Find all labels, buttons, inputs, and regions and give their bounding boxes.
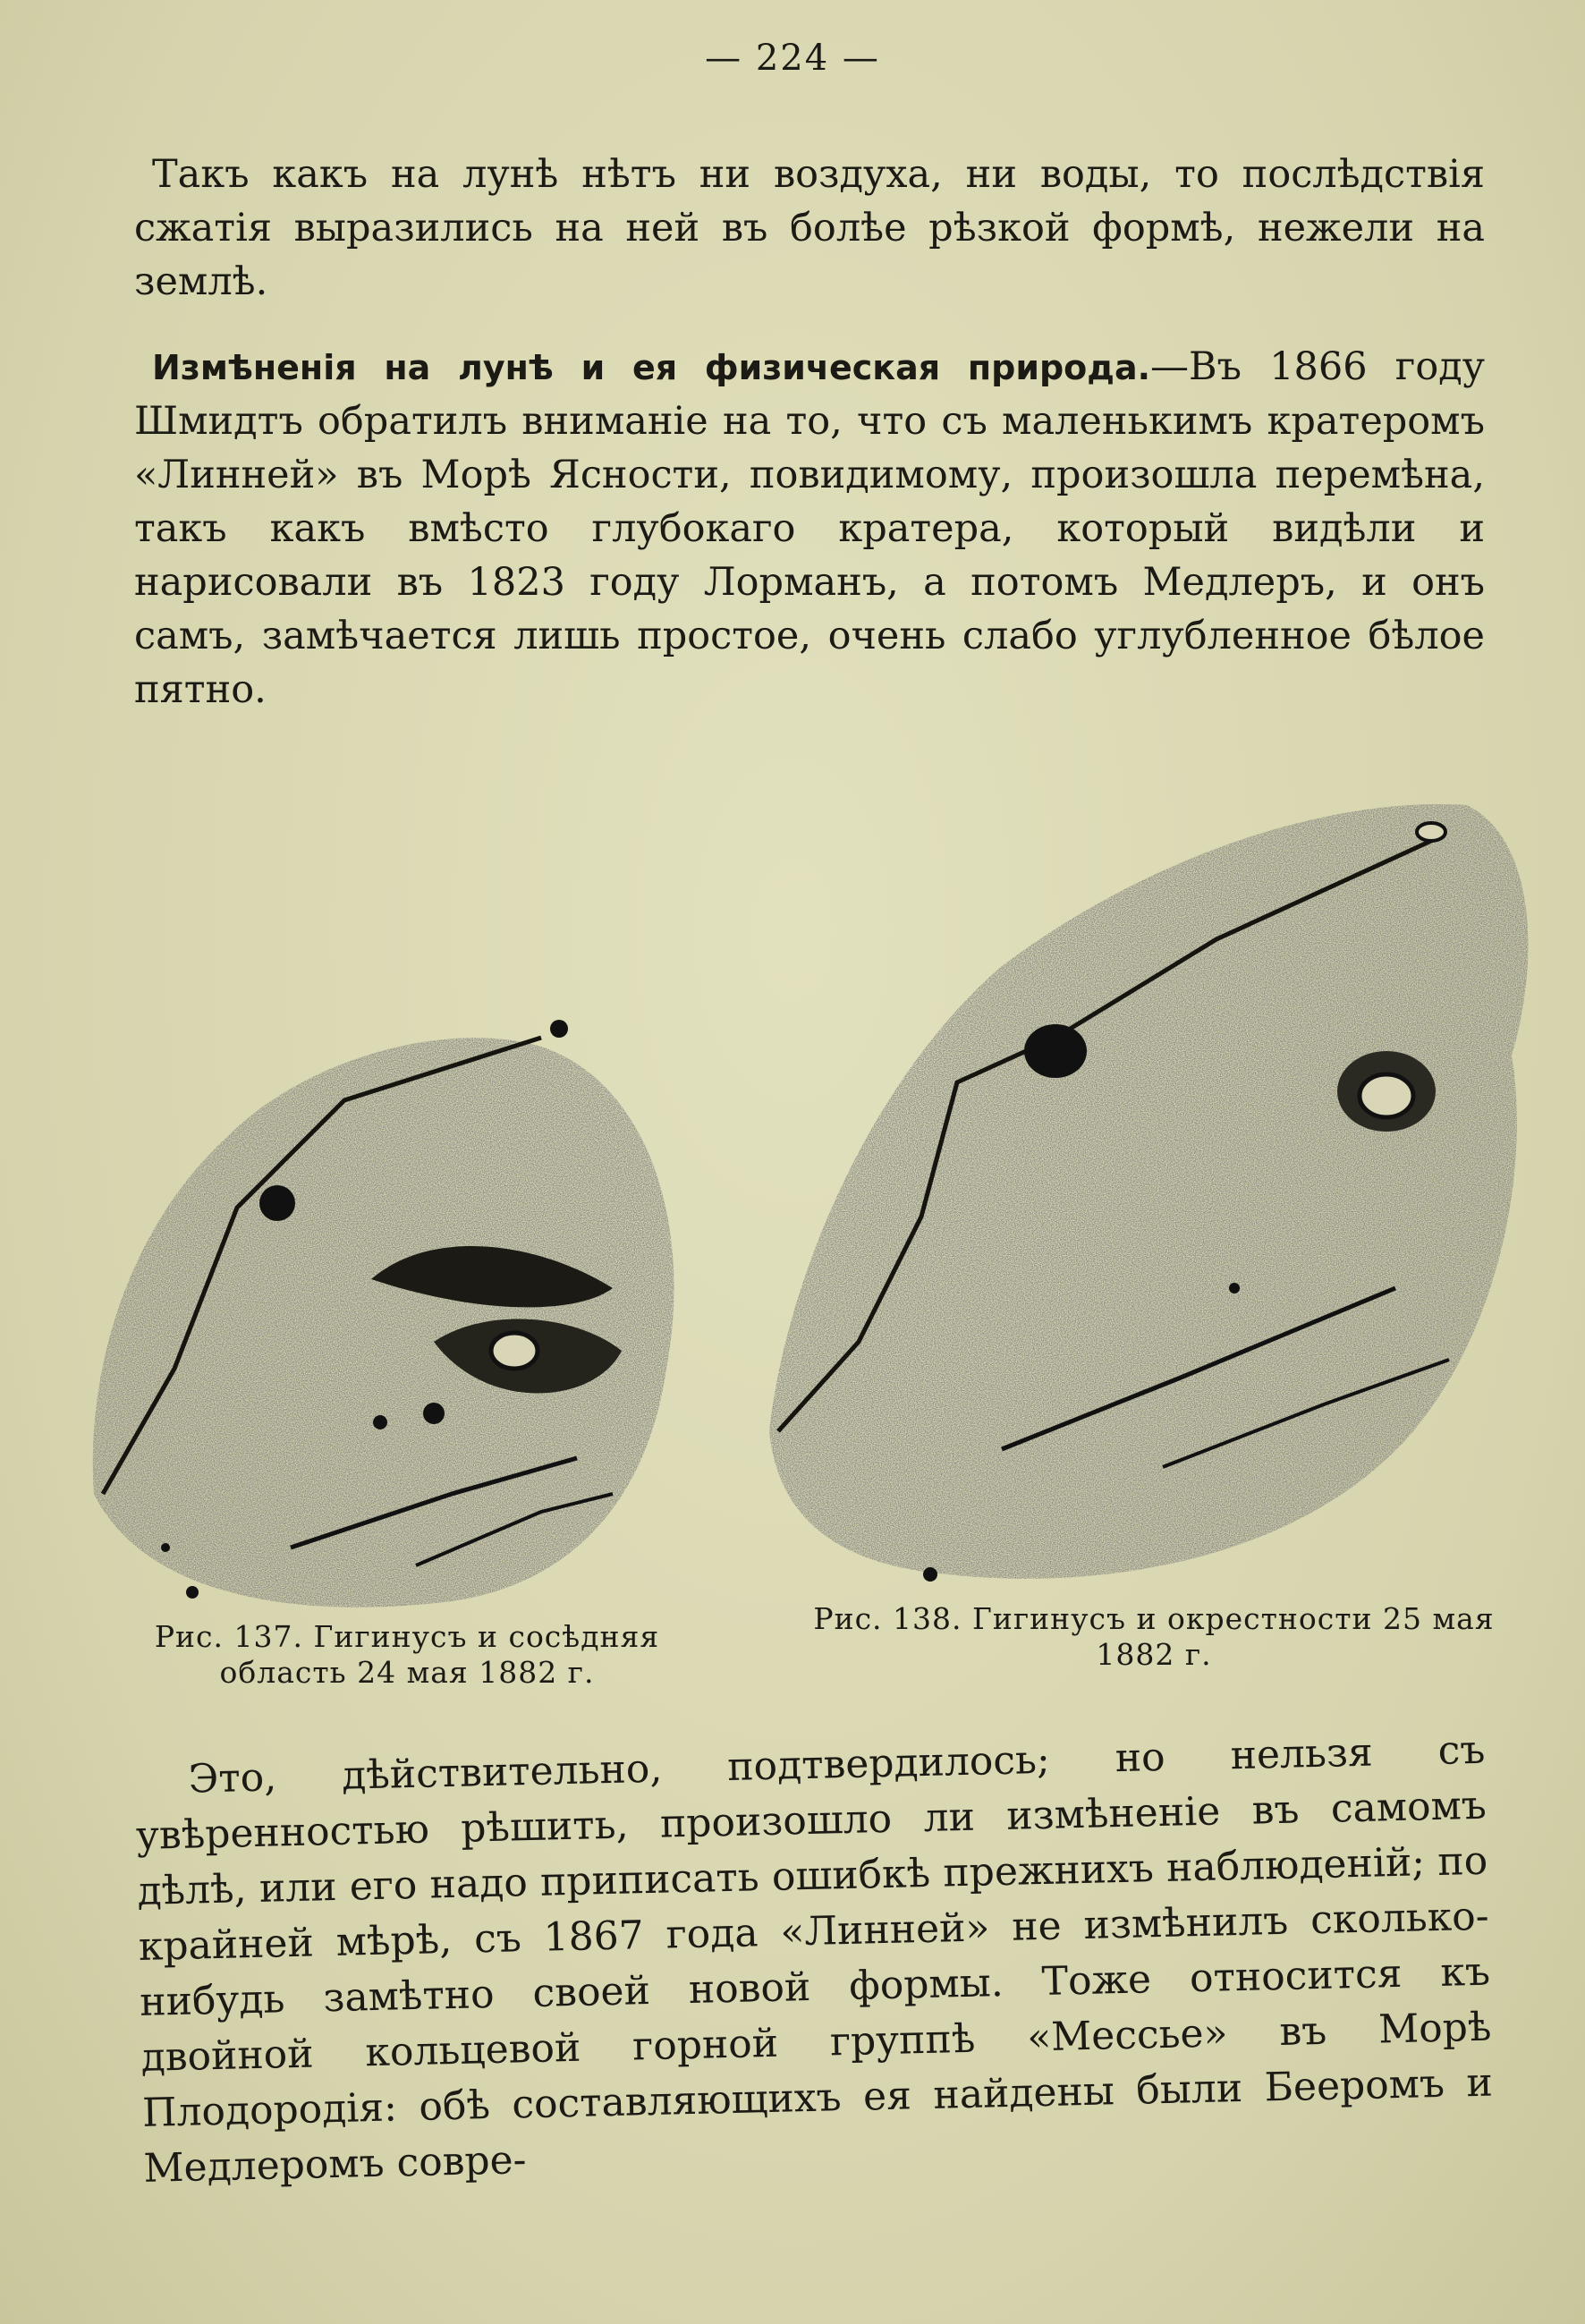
paragraph-confirmation: Это, дѣйствительно, подтвердилось; но нельзя съ увѣренностью рѣшить, произошло ли измѣненіе въ самомъ дѣлѣ, или его надо приписать ошибкѣ прежнихъ наблюденій; по крайней мѣрѣ, съ 1867 года «Линней» не измѣнилъ сколько-нибудь замѣтно своей новой формы. Тоже относится къ двойной кольцевой горной группѣ «Мессье» въ Морѣ Плодородія: обѣ составляющихъ ея найдены были Бееромъ и Медлеромъ совре- (135, 1726, 1494, 2192)
section-heading: Измѣненія на лунѣ и ея физическая природа. (152, 348, 1151, 387)
figure-137-illustration (76, 993, 684, 1610)
figure-138-caption: Рис. 138. Гигинусъ и окрестности 25 мая 1882 г. (813, 1601, 1495, 1672)
page-number: — 224 — (705, 38, 880, 79)
paragraph-intro: Такъ какъ на лунѣ нѣтъ ни воздуха, ни воды, то послѣдствія сжатія выразились на ней въ болѣе рѣзкой формѣ, нежели на землѣ. (134, 152, 1485, 304)
paragraph-body: —Въ 1866 году Шмидтъ обратилъ вниманіе на то, что съ маленькимъ кратеромъ «Линней» въ Морѣ Ясности, повидимому, произошла перемѣна, такъ какъ вмѣсто глубокаго кратера, который видѣли и нарисовали въ 1823 году Лорманъ, а потомъ Медлеръ, и онъ самъ, замѣчается лишь простое, очень слабо углубленное бѣлое пятно. (134, 344, 1486, 712)
figure-138-illustration (769, 787, 1530, 1592)
paragraph-moon-changes (134, 340, 1485, 717)
figure-137-caption: Рис. 137. Гигинусъ и сосѣдняя область 24 мая 1882 г. (154, 1619, 660, 1690)
